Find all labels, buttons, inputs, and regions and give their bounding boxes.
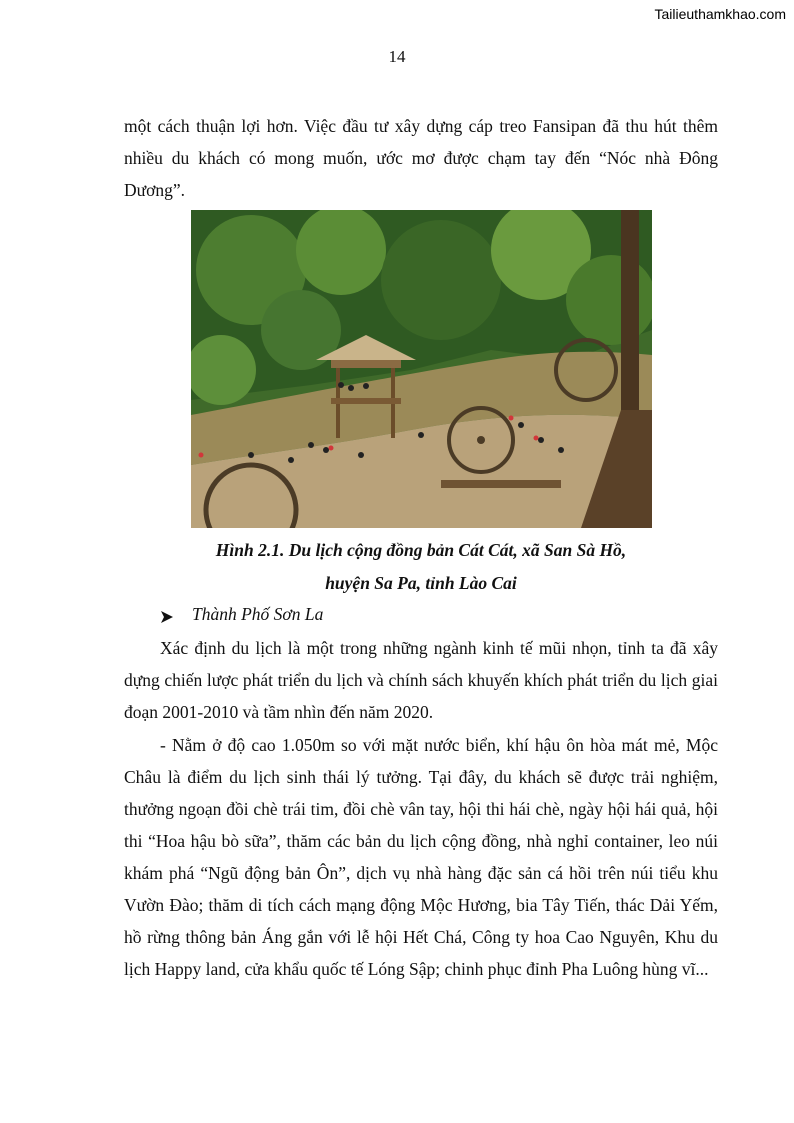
paragraph-intro: một cách thuận lợi hơn. Việc đầu tư xây dựng cáp treo Fansipan đã thu hút thêm nhiều du khách có mong muốn, ước mơ được chạm tay đến “Nóc nhà Đông Dương”. bbox=[124, 116, 718, 200]
figure-photo bbox=[191, 210, 652, 528]
watermark: Tailieuthamkhao.com bbox=[654, 6, 786, 22]
section-heading-row bbox=[160, 604, 323, 625]
section-heading: Thành Phố Sơn La bbox=[192, 604, 324, 624]
figure-caption-line-2: huyện Sa Pa, tỉnh Lào Cai bbox=[325, 573, 517, 593]
paragraph-moc-chau: - Nằm ở độ cao 1.050m so với mặt nước biển, khí hậu ôn hòa mát mẻ, Mộc Châu là điểm du lịch sinh thái lý tưởng. Tại đây, du khách sẽ được trải nghiệm, thưởng ngoạn đồi chè trái tim, đồi chè vân tay, hội thi hái chè, ngày hội hái quả, hội thi “Hoa hậu bò sữa”, thăm các bản du lịch cộng đồng, nhà nghỉ container, leo núi khám phá “Ngũ động bản Ôn”, dịch vụ nhà hàng đặc sản cá hồi trên núi tiểu khu Vườn Đào; thăm di tích cách mạng động Mộc Hương, bia Tây Tiến, thác Dải Yếm, hồ rừng thông bản Áng gắn với lễ hội Hết Chá, Công ty hoa Cao Nguyên, Khu du lịch Happy land, cửa khẩu quốc tế Lóng Sập; chinh phục đỉnh Pha Luông hùng vĩ... bbox=[124, 735, 718, 979]
paragraph-strategy: Xác định du lịch là một trong những ngành kinh tế mũi nhọn, tỉnh ta đã xây dựng chiến lược phát triển du lịch và chính sách khuyến khích phát triển du lịch giai đoạn 2001-2010 và tầm nhìn đến năm 2020. bbox=[124, 638, 718, 722]
page-number: 14 bbox=[388, 47, 406, 66]
arrowhead-bullet-icon bbox=[160, 608, 174, 622]
figure-caption-line-1: Hình 2.1. Du lịch cộng đồng bản Cát Cát, xã San Sà Hồ, bbox=[215, 540, 627, 560]
